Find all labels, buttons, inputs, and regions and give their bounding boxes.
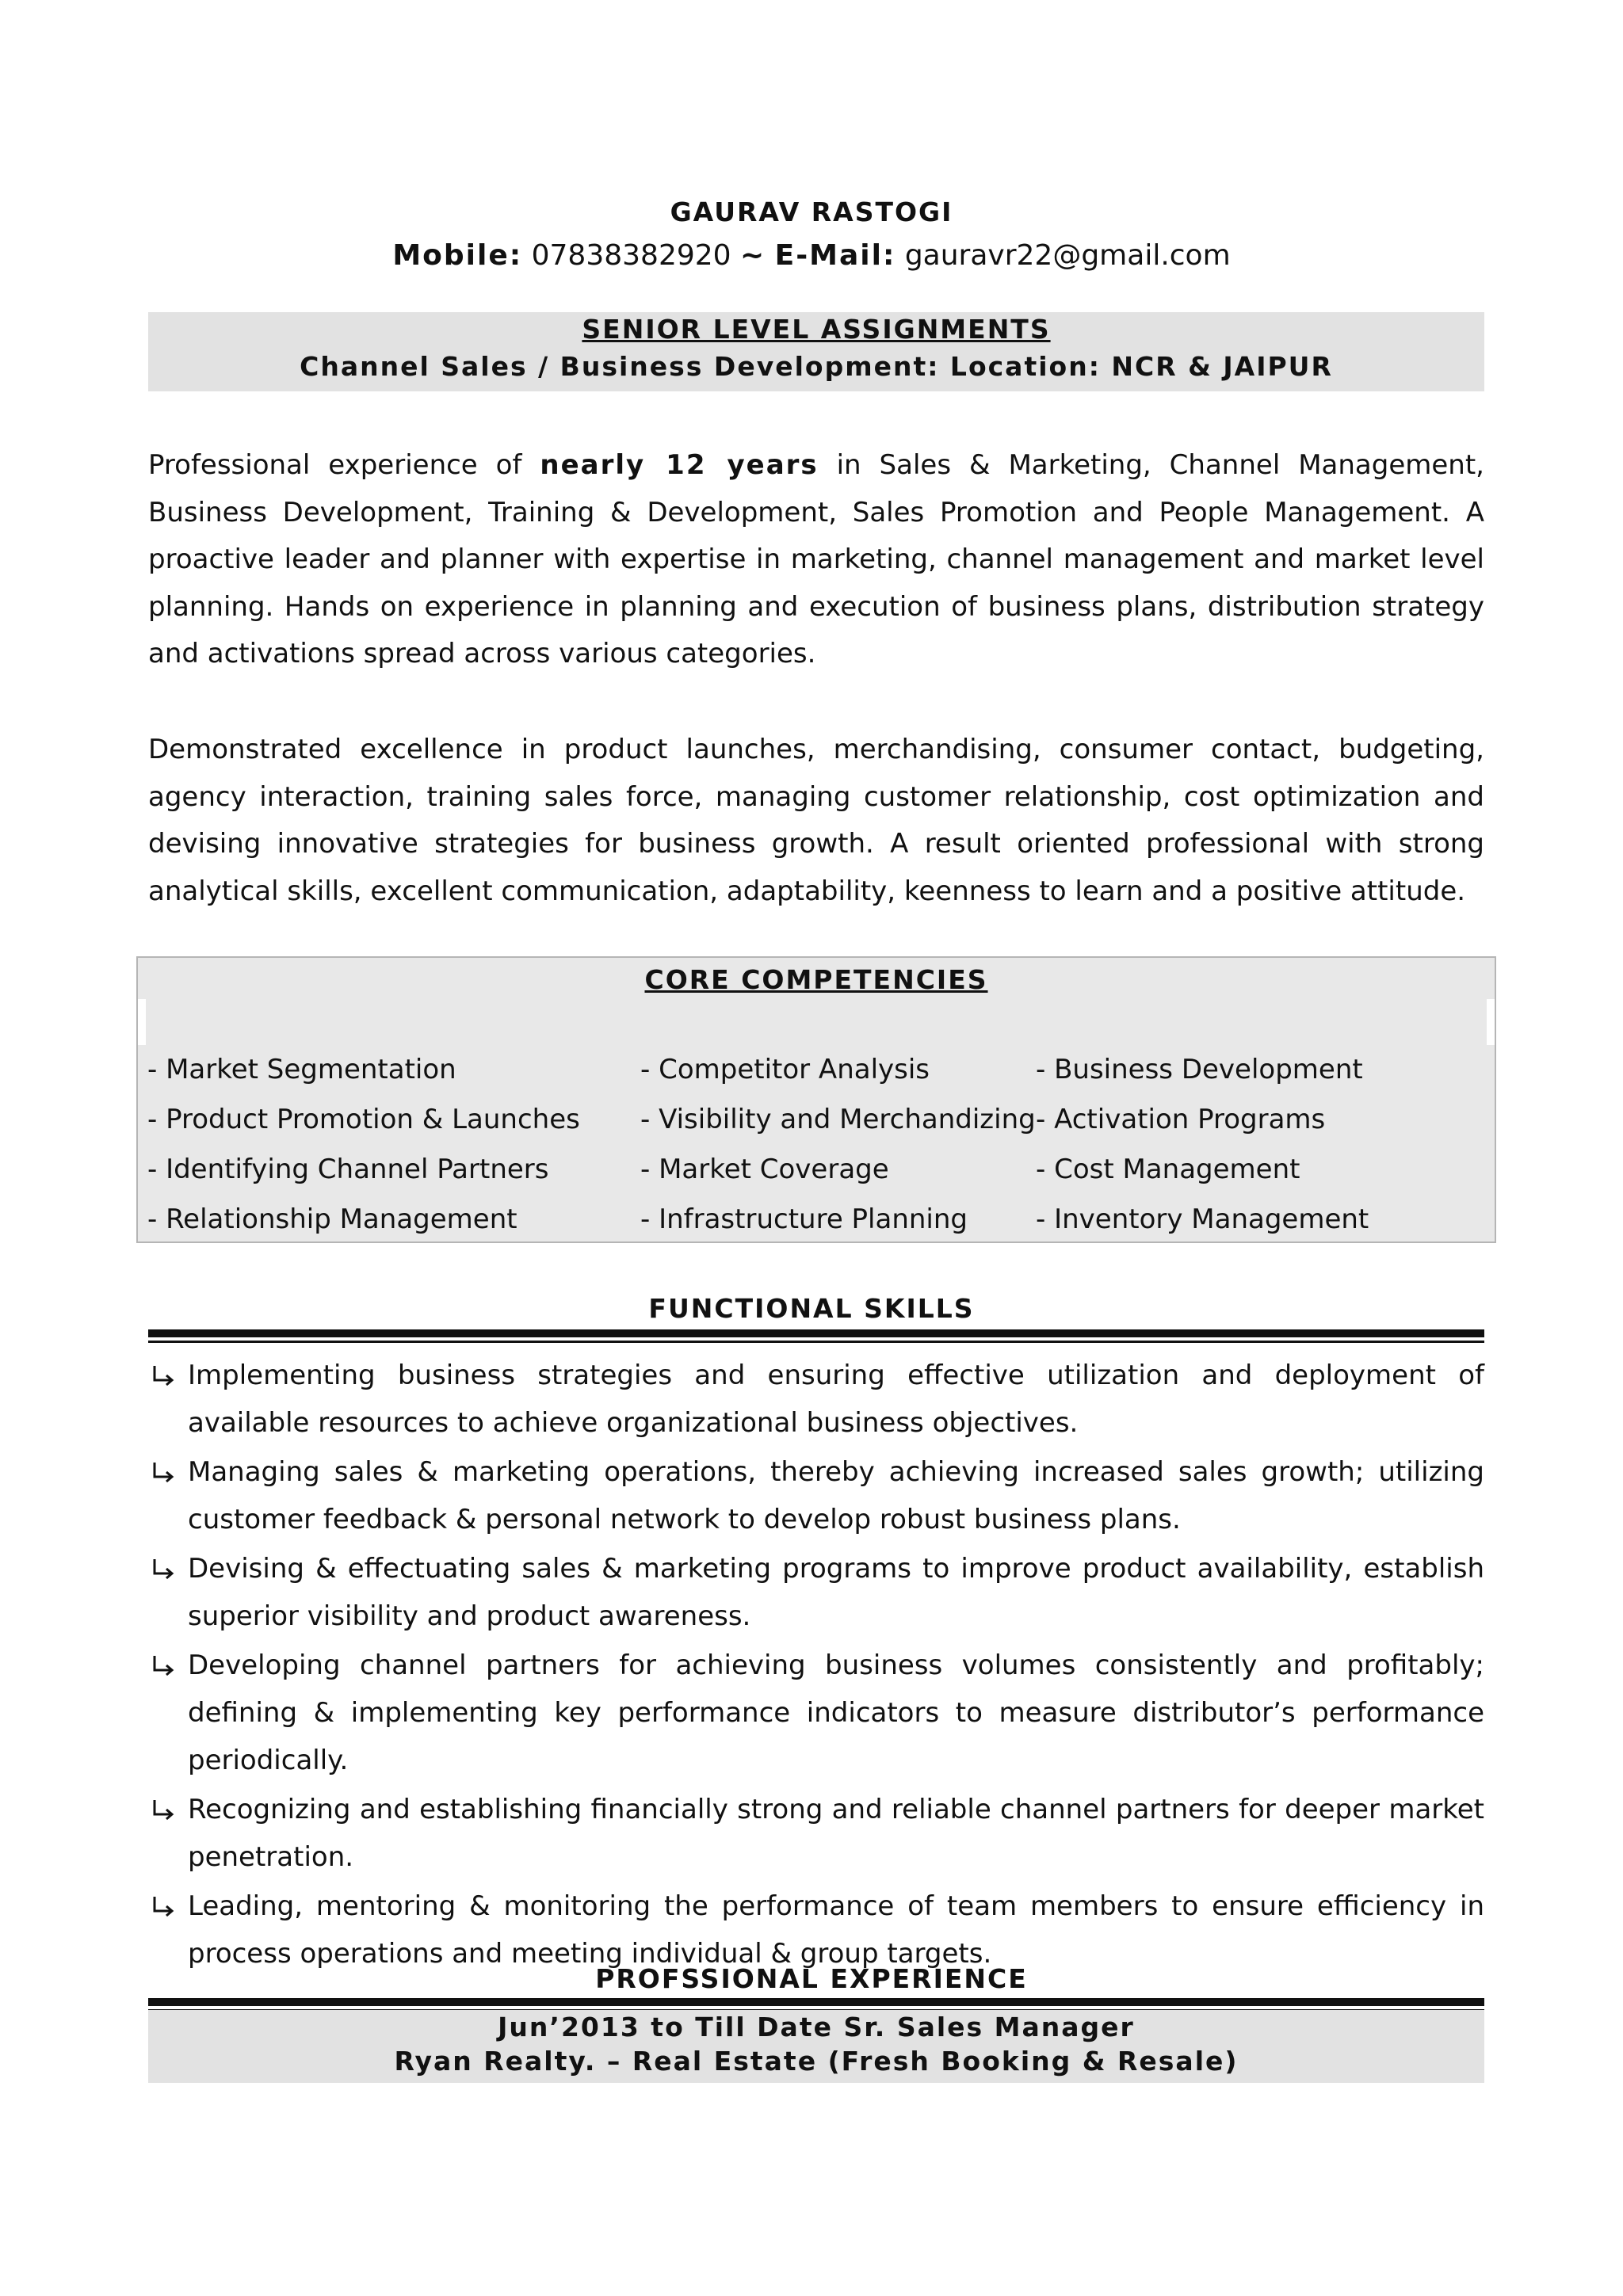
section-divider [148,1329,1484,1343]
competency-row [147,1095,1495,1145]
hook-arrow-icon [148,1352,180,1399]
assignment-banner [148,312,1484,391]
competency-item: - Business Development [1036,1054,1363,1085]
list-item [148,1352,1484,1447]
competency-item: - Activation Programs [1036,1104,1326,1135]
competency-item: - Market Coverage [640,1154,889,1185]
list-item [148,1545,1484,1640]
hook-arrow-icon [148,1448,180,1496]
competency-row [147,1145,1495,1195]
email-address: gauravr22@gmail.com [904,239,1231,272]
summary-p1-start: Professional experience of [148,449,540,481]
core-competencies-title: CORE COMPETENCIES [644,964,988,995]
contact-separator: ~ [740,239,766,272]
competency-grid [147,1045,1495,1245]
summary-paragraph-1 [148,442,1484,678]
email-label: E-Mail: [774,239,896,272]
contact-line [0,239,1623,272]
competency-item: - Product Promotion & Launches [147,1104,580,1135]
summary-p1-highlight: nearly 12 years [540,449,819,481]
hook-arrow-icon [148,1786,180,1833]
assignment-subtitle: Channel Sales / Business Development: Location: NCR & JAIPUR [300,351,1333,382]
hook-arrow-icon [148,1642,180,1689]
competency-row [147,1045,1495,1095]
experience-title: PROFSSIONAL EXPERIENCE [595,1963,1028,1994]
skill-text: Developing channel partners for achieving business volumes consistently and profitably; defining & implementing key performance indicators to measure distributor’s performance periodically. [188,1650,1484,1776]
competency-row [147,1195,1495,1245]
functional-skills-list [148,1352,1484,1979]
skill-text: Recognizing and establishing financially strong and reliable channel partners for deeper market penetration. [188,1794,1484,1873]
competency-item: - Relationship Management [147,1203,517,1235]
skill-text: Leading, mentoring & monitoring the performance of team members to ensure efficiency in process operations and meeting individual & group targets. [188,1890,1484,1970]
competency-item: - Infrastructure Planning [640,1203,968,1235]
skill-text: Devising & effectuating sales & marketing programs to improve product availability, establish superior visibility and product awareness. [188,1553,1484,1632]
hook-arrow-icon [148,1545,180,1592]
box-notch-right [1487,999,1495,1045]
experience-role: Jun’2013 to Till Date Sr. Sales Manager [498,2012,1135,2042]
experience-banner [148,2010,1484,2083]
competency-item: - Cost Management [1036,1154,1300,1185]
mobile-number: 07838382920 [531,239,731,272]
list-item [148,1642,1484,1784]
list-item [148,1448,1484,1543]
candidate-name: GAURAV RASTOGI [670,196,953,227]
summary-p1-rest: in Sales & Marketing, Channel Management, Business Development, Training & Development, Sales Promotion and People Management. A proactive leader and planner with expertise in marketing, channel management and market level planning. Hands on experience in planning and execution of business plans, distribution strategy and activations spread across various categories. [148,449,1484,669]
list-item [148,1786,1484,1881]
box-notch-left [138,999,146,1045]
competency-item: - Identifying Channel Partners [147,1154,549,1185]
hook-arrow-icon [148,1882,180,1930]
experience-company: Ryan Realty. – Real Estate (Fresh Booking & Resale) [394,2046,1239,2077]
competency-item: - Visibility and Merchandizing [640,1104,1036,1135]
mobile-label: Mobile: [392,239,523,272]
competency-item: - Inventory Management [1036,1203,1369,1235]
summary-paragraph-2 [148,727,1484,915]
functional-skills-title: FUNCTIONAL SKILLS [648,1293,975,1324]
skill-text: Managing sales & marketing operations, thereby achieving increased sales growth; utilizing customer feedback & personal network to develop robust business plans. [188,1456,1484,1535]
competency-item: - Competitor Analysis [640,1054,930,1085]
assignment-title: SENIOR LEVEL ASSIGNMENTS [582,314,1051,345]
competency-item: - Market Segmentation [147,1054,456,1085]
skill-text: Implementing business strategies and ensuring effective utilization and deployment of available resources to achieve organizational business objectives. [188,1360,1484,1439]
summary-p2-text: Demonstrated excellence in product launches, merchandising, consumer contact, budgeting, agency interaction, training sales force, managing customer relationship, cost optimization and devising innovative strategies for business growth. A result oriented professional with strong analytical skills, excellent communication, adaptability, keenness to learn and a positive attitude. [148,734,1484,907]
core-competencies-box [136,956,1496,1243]
